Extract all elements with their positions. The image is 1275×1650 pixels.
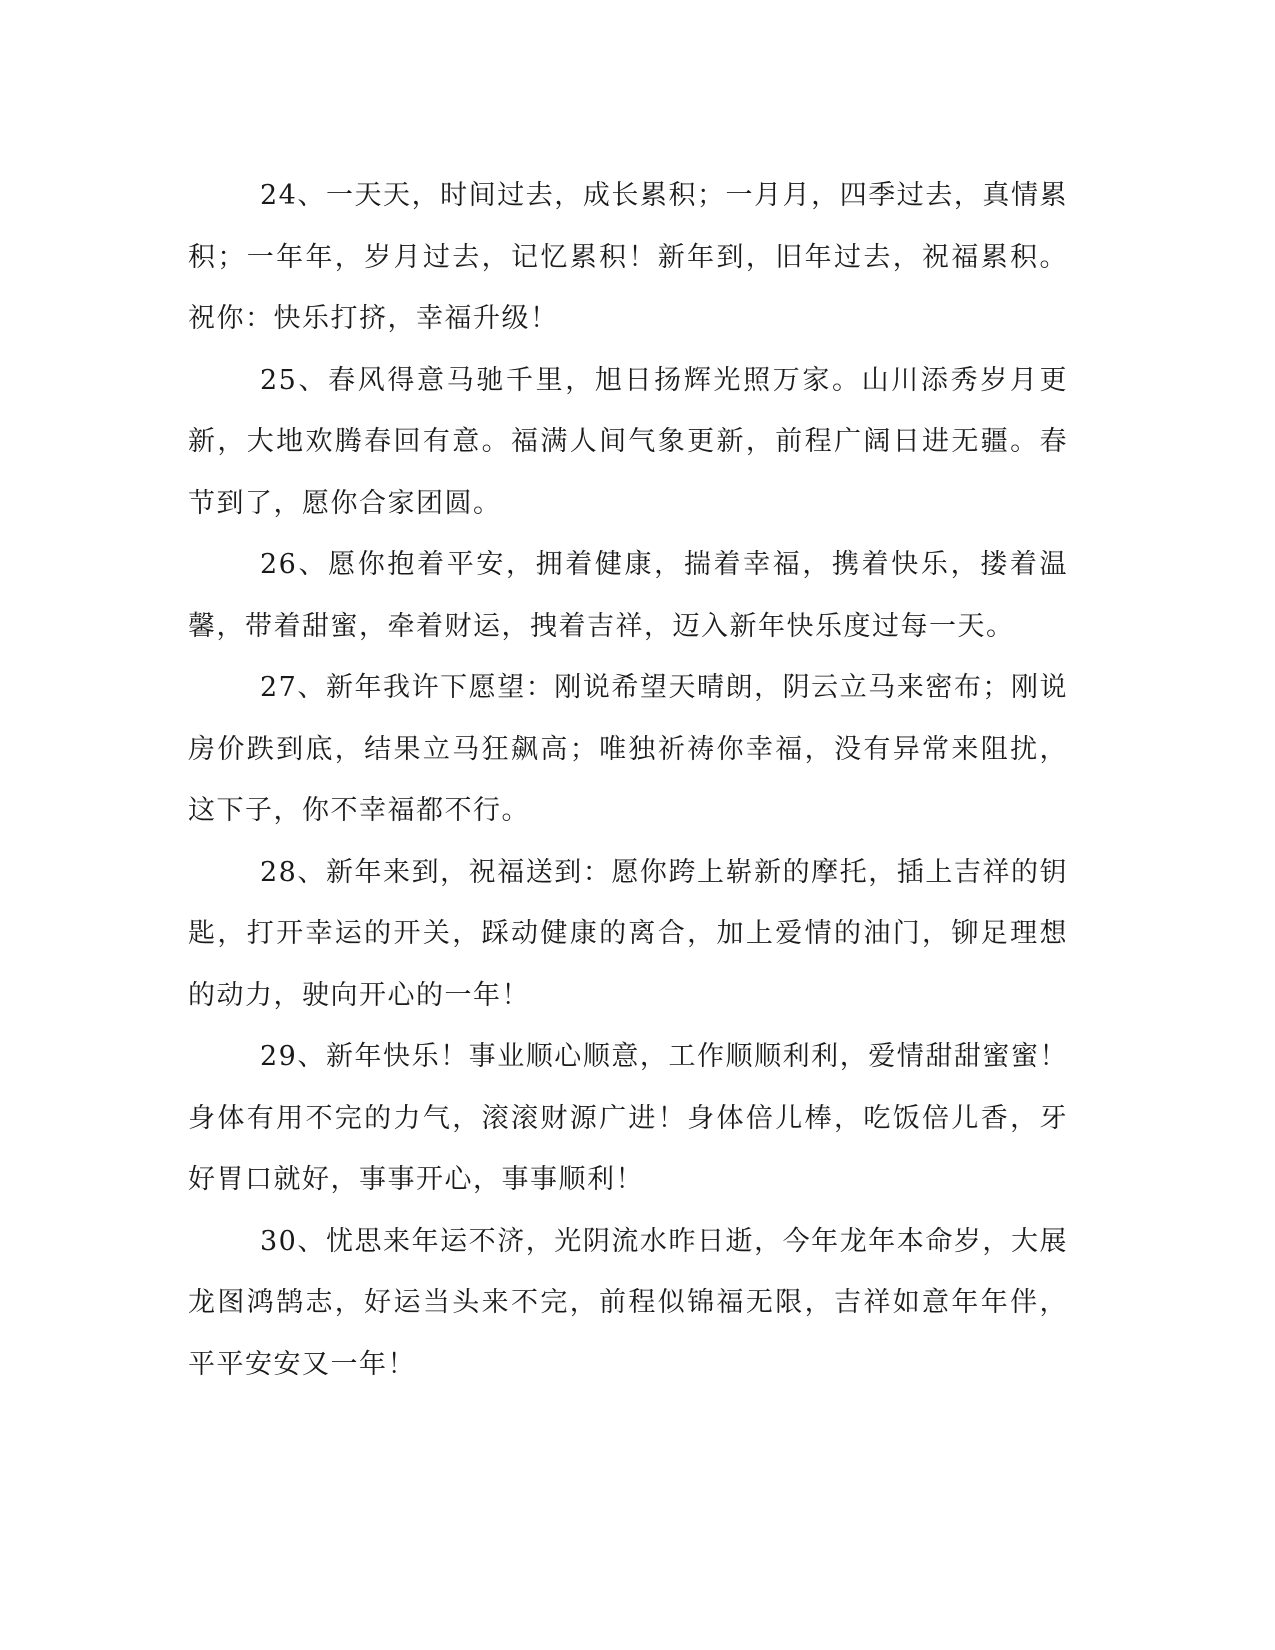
paragraph-29: 29、新年快乐！事业顺心顺意，工作顺顺利利，爱情甜甜蜜蜜！身体有用不完的力气，滚滚财源广进！身体倍儿棒，吃饭倍儿香，牙好胃口就好，事事开心，事事顺利！ (188, 1041, 1068, 1195)
paragraph-25: 25、春风得意马驰千里，旭日扬辉光照万家。山川添秀岁月更新，大地欢腾春回有意。福满人间气象更新，前程广阔日进无疆。春节到了，愿你合家团圆。 (188, 364, 1068, 519)
paragraph-27: 27、新年我许下愿望：刚说希望天晴朗，阴云立马来密布；刚说房价跌到底，结果立马狂飙高；唯独祈祷你幸福，没有异常来阻扰，这下子，你不幸福都不行。 (188, 672, 1068, 826)
document-body (188, 165, 1068, 1395)
paragraph-24: 24、一天天，时间过去，成长累积；一月月，四季过去，真情累积；一年年，岁月过去，记忆累积！新年到，旧年过去，祝福累积。祝你：快乐打挤，幸福升级！ (188, 180, 1068, 334)
paragraph-28: 28、新年来到，祝福送到：愿你跨上崭新的摩托，插上吉祥的钥匙，打开幸运的开关，踩动健康的离合，加上爱情的油门，铆足理想的动力，驶向开心的一年！ (188, 856, 1068, 1011)
paragraph-26: 26、愿你抱着平安，拥着健康，揣着幸福，携着快乐，搂着温馨，带着甜蜜，牵着财运，拽着吉祥，迈入新年快乐度过每一天。 (188, 549, 1068, 642)
paragraph-30: 30、忧思来年运不济，光阴流水昨日逝，今年龙年本命岁，大展龙图鸿鹄志，好运当头来不完，前程似锦福无限，吉祥如意年年伴，平平安安又一年！ (188, 1225, 1068, 1380)
